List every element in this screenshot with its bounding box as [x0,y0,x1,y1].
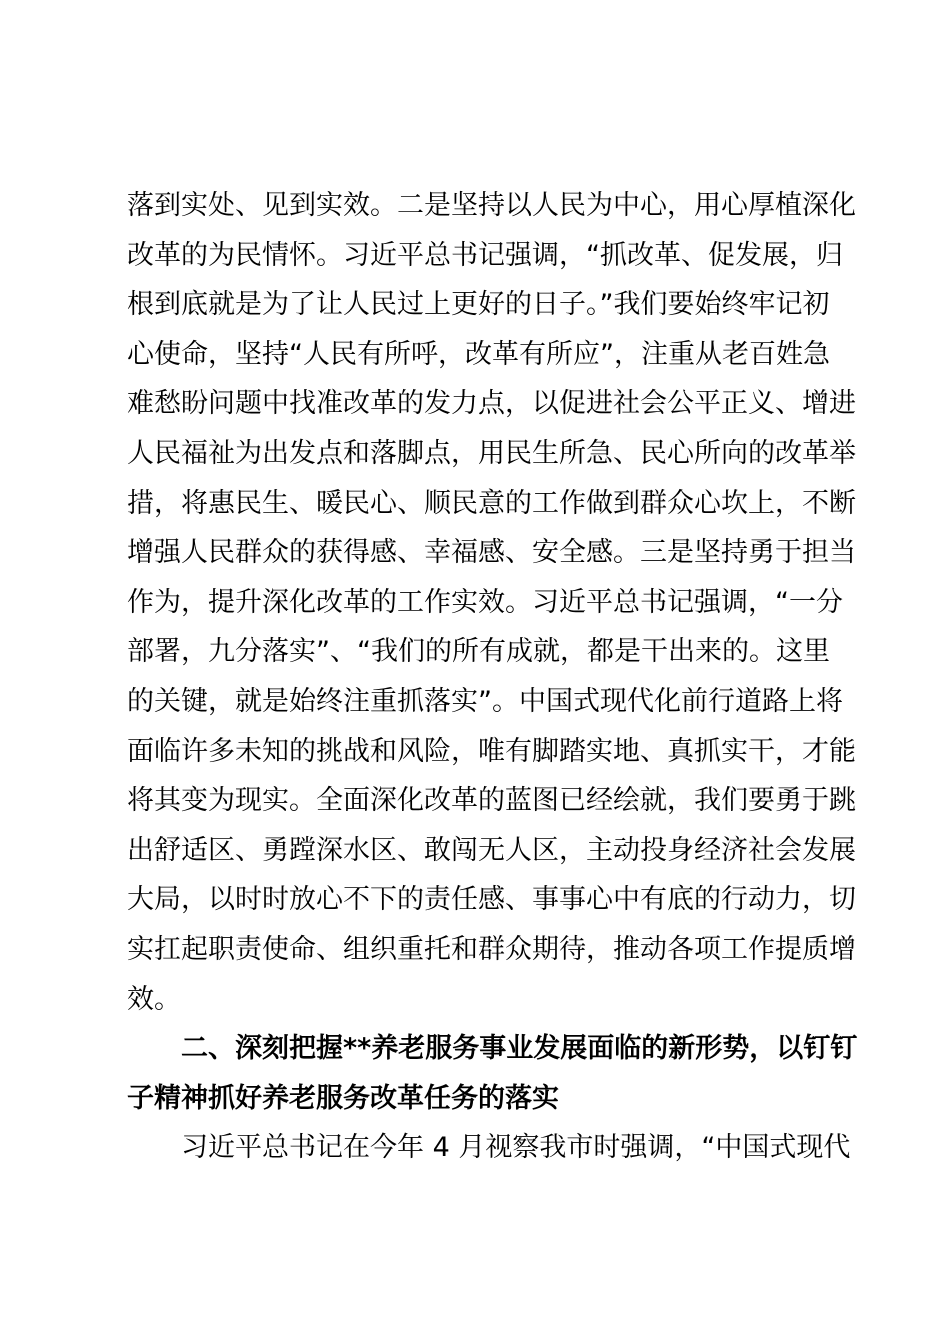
paragraph-line: 部署，九分落实”、“我们的所有成就，都是干出来的。这里 [127,636,830,668]
paragraph-line: 增强人民群众的获得感、幸福感、安全感。三是坚持勇于担当 [127,537,856,569]
section-heading-line: 二、深刻把握**养老服务事业发展面临的新形势，以钉钉 [127,1033,858,1065]
paragraph-line: 落到实处、见到实效。二是坚持以人民为中心，用心厚植深化 [127,190,856,221]
paragraph-line: 难愁盼问题中找准改革的发力点，以促进社会公平正义、增进 [127,388,856,420]
paragraph-line: 效。 [127,983,181,1015]
paragraph-line: 措，将惠民生、暖民心、顺民意的工作做到群众心坎上，不断 [127,487,856,519]
paragraph-line: 改革的为民情怀。习近平总书记强调，“抓改革、促发展，归 [127,239,843,271]
paragraph-line: 大局，以时时放心不下的责任感、事事心中有底的行动力，切 [127,884,856,916]
paragraph-line: 作为，提升深化改革的工作实效。习近平总书记强调，“一分 [127,586,843,618]
section-heading-line: 子精神抓好养老服务改革任务的落实 [127,1082,559,1114]
paragraph-line: 心使命，坚持“人民有所呼，改革有所应”，注重从老百姓急 [127,338,830,370]
paragraph-line: 的关键，就是始终注重抓落实”。中国式现代化前行道路上将 [127,685,843,717]
paragraph-line: 将其变为现实。全面深化改革的蓝图已经绘就，我们要勇于跳 [127,785,856,817]
paragraph-line: 人民福祉为出发点和落脚点，用民生所急、民心所向的改革举 [127,437,856,469]
document-body [127,181,858,1173]
paragraph-line: 出舒适区、勇蹚深水区、敢闯无人区，主动投身经济社会发展 [127,834,856,866]
paragraph-line: 习近平总书记在今年 4 月视察我市时强调，“中国式现代 [127,1132,851,1164]
paragraph-line: 实扛起职责使命、组织重托和群众期待，推动各项工作提质增 [127,933,856,965]
paragraph-line: 面临许多未知的挑战和风险，唯有脚踏实地、真抓实干，才能 [127,735,856,767]
paragraph-line: 根到底就是为了让人民过上更好的日子。”我们要始终牢记初 [127,289,830,321]
